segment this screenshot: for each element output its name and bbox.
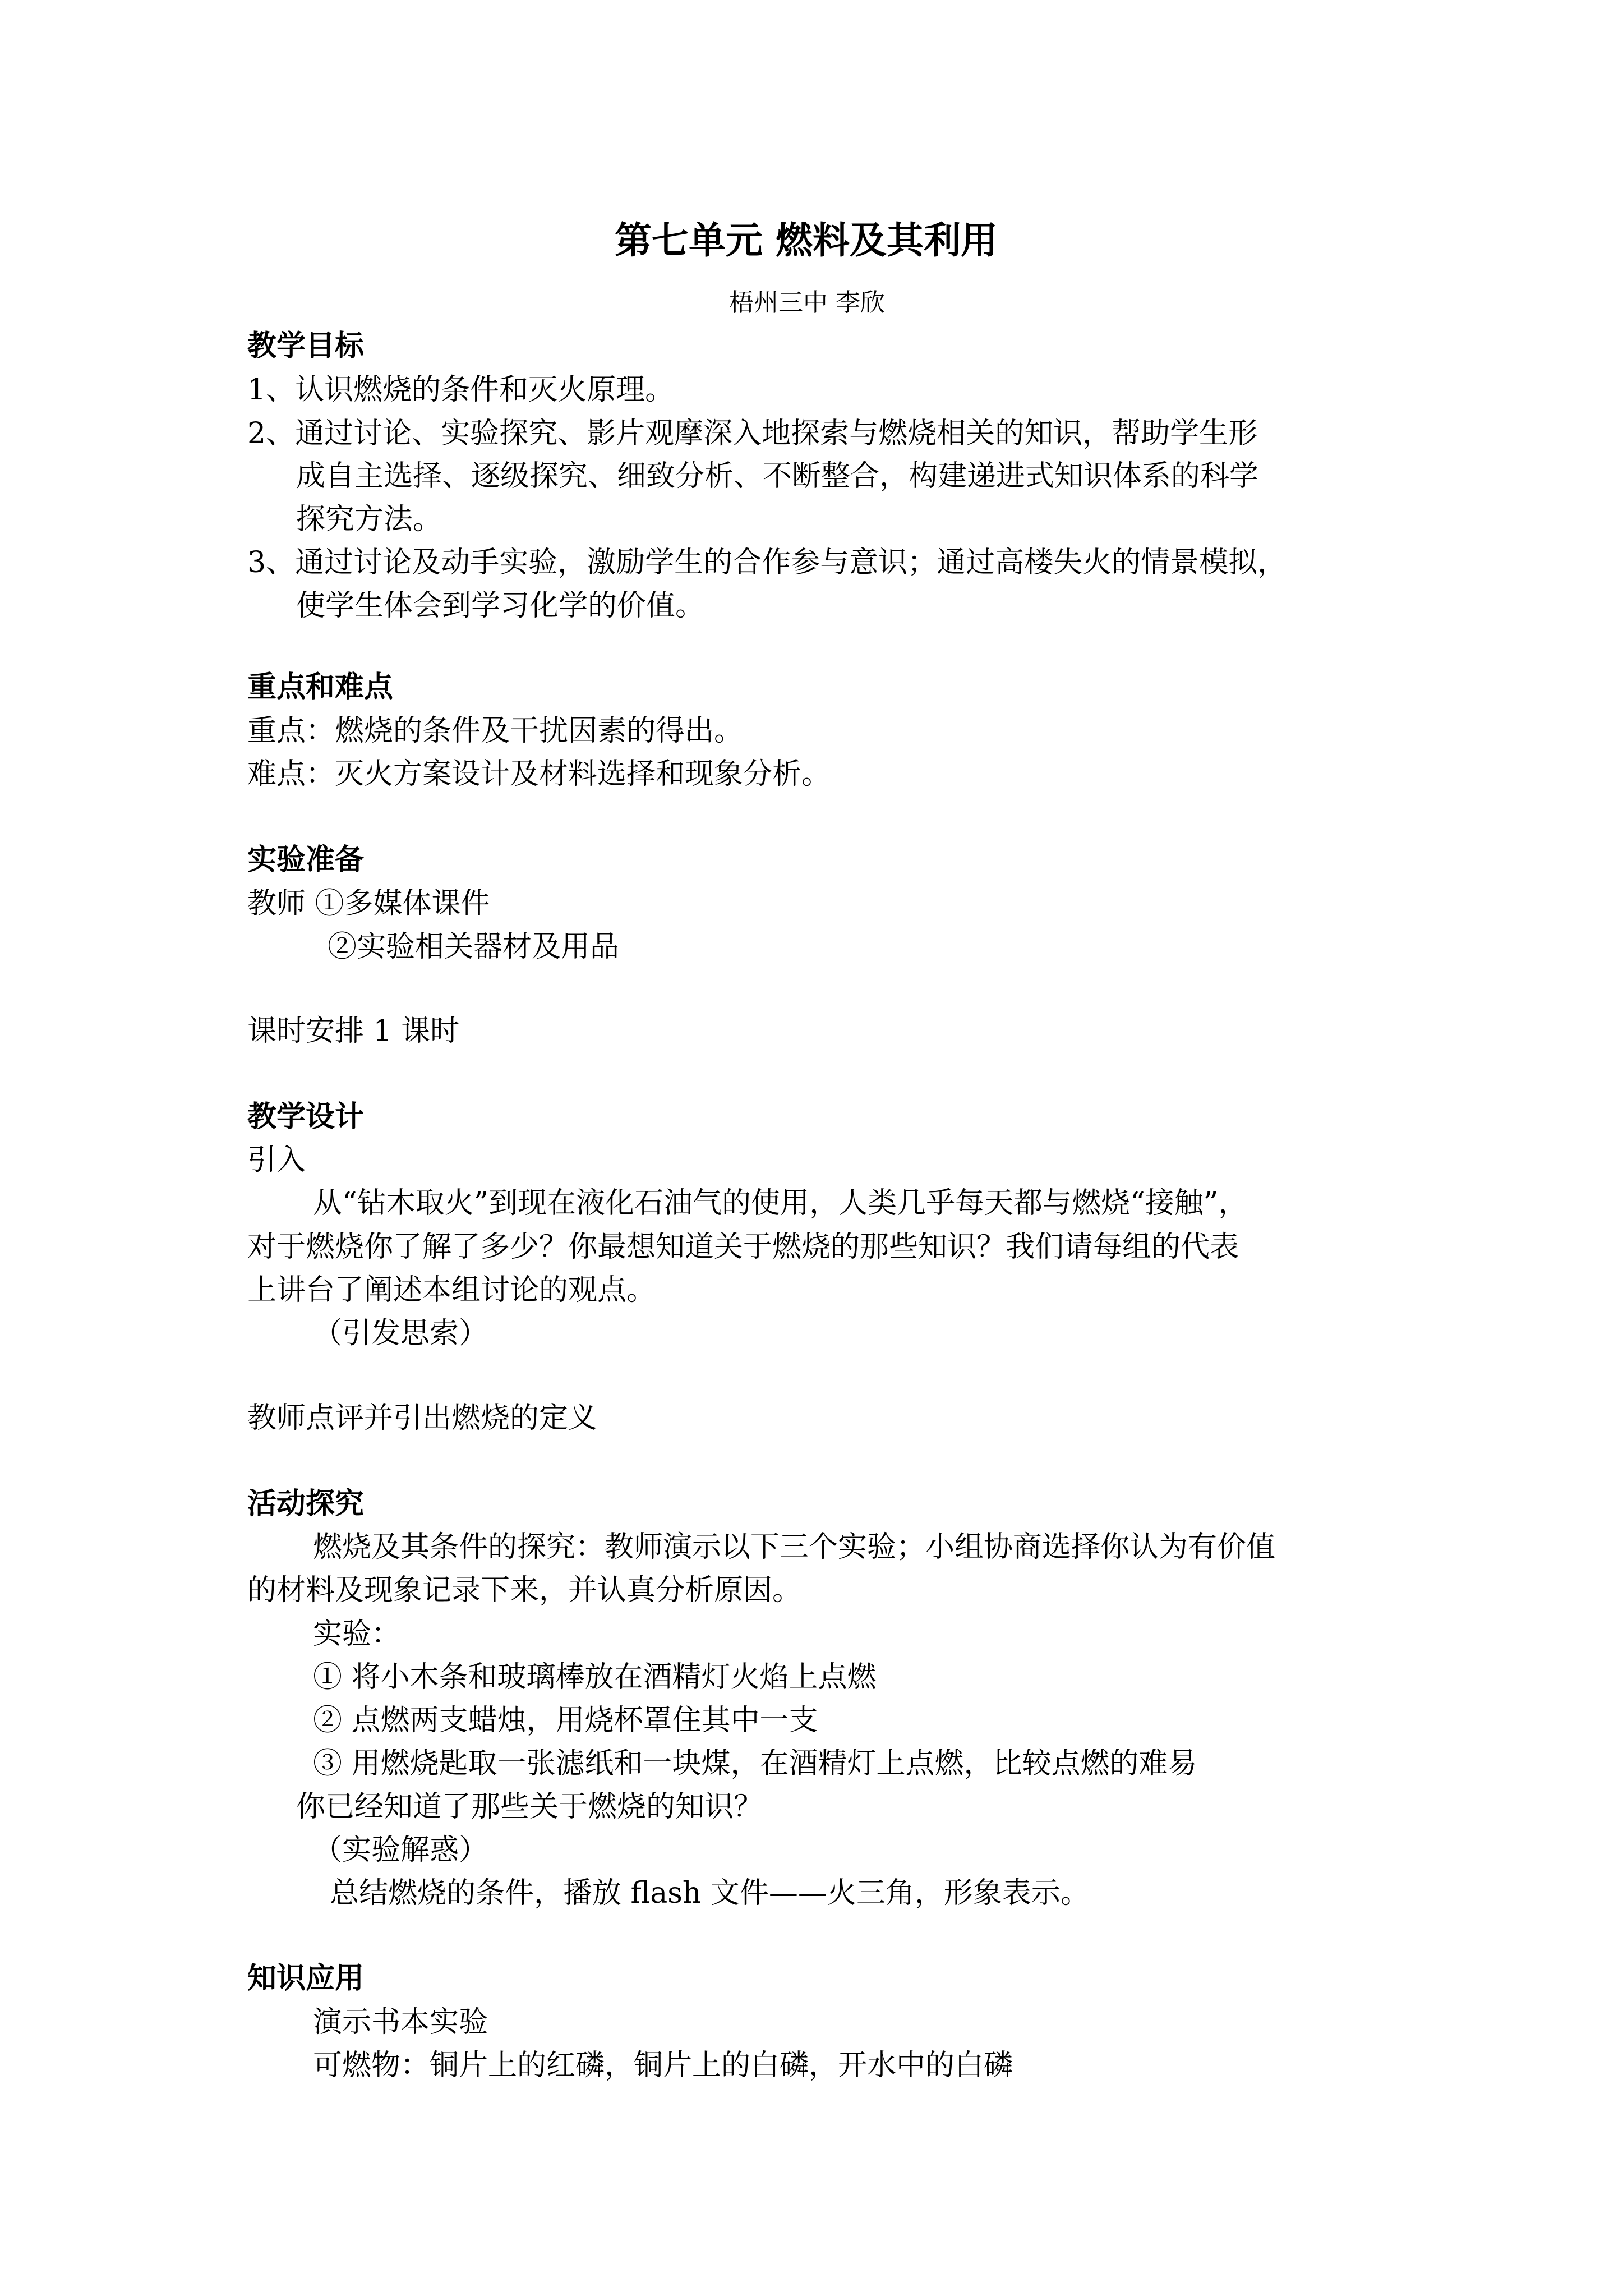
- intro-paragraph-line-3: 上讲台了阐述本组讨论的观点。: [247, 1273, 656, 1307]
- activity-summary: 总结燃烧的条件，播放 flash 文件——火三角，形象表示。: [330, 1876, 1090, 1910]
- goal-item-3-line-1: 3、通过讨论及动手实验，激励学生的合作参与意识；通过高楼失火的情景模拟，: [247, 546, 1287, 579]
- intro-label: 引入: [247, 1143, 306, 1177]
- experiment-item-2: ② 点燃两支蜡烛，用烧杯罩住其中一支: [313, 1704, 818, 1737]
- activity-paragraph-line-1: 燃烧及其条件的探究：教师演示以下三个实验；小组协商选择你认为有价值: [313, 1530, 1276, 1564]
- activity-question: 你已经知道了那些关于燃烧的知识？: [296, 1790, 763, 1824]
- class-schedule: 课时安排 1 课时: [247, 1014, 460, 1048]
- experiment-item-1: ① 将小木条和玻璃棒放在酒精灯火焰上点燃: [313, 1660, 877, 1694]
- goal-item-2-line-2: 成自主选择、逐级探究、细致分析、不断整合，构建递进式知识体系的科学: [296, 459, 1259, 493]
- section-heading-activity: 活动探究: [247, 1487, 365, 1521]
- intro-paragraph-line-2: 对于燃烧你了解了多少？你最想知道关于燃烧的那些知识？我们请每组的代表: [247, 1230, 1239, 1264]
- intro-paragraph-line-1: 从“钻木取火”到现在液化石油气的使用，人类几乎每天都与燃烧“接触”，: [313, 1186, 1248, 1220]
- activity-paragraph-line-2: 的材料及现象记录下来，并认真分析原因。: [247, 1573, 802, 1607]
- section-heading-goals: 教学目标: [247, 329, 365, 363]
- prep-item-2: ②实验相关器材及用品: [328, 930, 620, 964]
- application-line-2: 可燃物：铜片上的红磷，铜片上的白磷，开水中的白磷: [313, 2049, 1013, 2082]
- document-author: 梧州三中 李欣: [729, 288, 885, 317]
- application-line-1: 演示书本实验: [313, 2005, 488, 2039]
- document-title: 第七单元 燃料及其利用: [615, 218, 998, 262]
- keypoint-difficulty: 难点：灭火方案设计及材料选择和现象分析。: [247, 757, 831, 791]
- goal-item-1: 1、认识燃烧的条件和灭火原理。: [247, 373, 675, 407]
- prep-item-1: 教师 ①多媒体课件: [247, 887, 490, 921]
- experiment-label: 实验：: [313, 1617, 401, 1651]
- section-heading-prep: 实验准备: [247, 843, 365, 877]
- goal-item-2-line-3: 探究方法。: [296, 503, 442, 536]
- activity-note: （实验解惑）: [313, 1833, 488, 1867]
- teacher-comment: 教师点评并引出燃烧的定义: [247, 1401, 598, 1435]
- section-heading-design: 教学设计: [247, 1099, 365, 1134]
- keypoint-focus: 重点：燃烧的条件及干扰因素的得出。: [247, 714, 744, 748]
- section-heading-application: 知识应用: [247, 1961, 365, 1995]
- goal-item-2-line-1: 2、通过讨论、实验探究、影片观摩深入地探索与燃烧相关的知识，帮助学生形: [247, 417, 1258, 450]
- experiment-item-3: ③ 用燃烧匙取一张滤纸和一块煤，在酒精灯上点燃，比较点燃的难易: [313, 1747, 1197, 1780]
- section-heading-keypoints: 重点和难点: [247, 670, 394, 704]
- intro-note: （引发思索）: [313, 1317, 488, 1350]
- goal-item-3-line-2: 使学生体会到学习化学的价值。: [296, 589, 705, 623]
